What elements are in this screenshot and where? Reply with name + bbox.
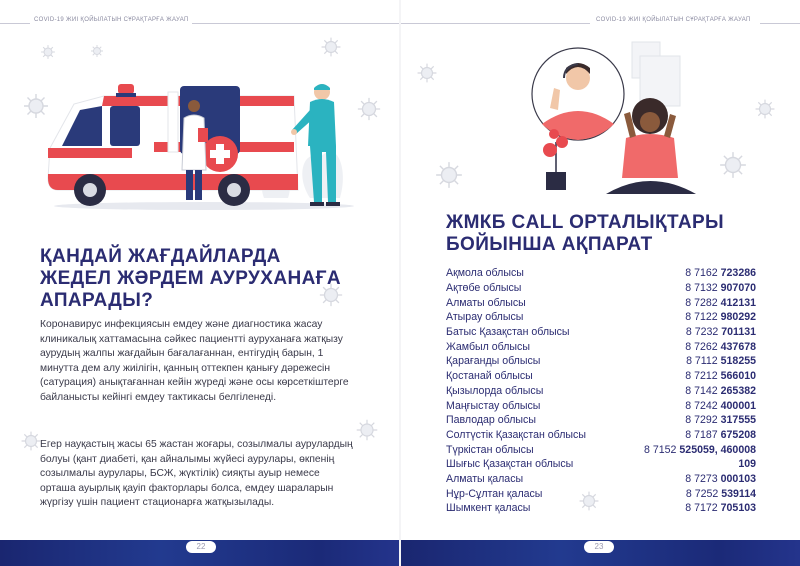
region-name: Маңғыстау облысы [446, 399, 541, 412]
phone-number [685, 414, 756, 426]
contact-row [446, 428, 756, 443]
phone-main: 109 [738, 458, 756, 471]
region-name: Шығыс Қазақстан облысы [446, 458, 574, 471]
virus-icon [90, 44, 104, 58]
region-name: Солтүстік Қазақстан облысы [446, 428, 586, 441]
header-rule [0, 23, 30, 24]
phone-number [685, 297, 756, 309]
phone-main: 566010 [720, 370, 756, 383]
contact-row [446, 384, 756, 399]
running-title: COVID-19 ЖИІ ҚОЙЫЛАТЫН СҰРАҚТАРҒА ЖАУАП [596, 17, 751, 23]
contact-row [446, 310, 756, 325]
header-rule [400, 23, 590, 24]
phone-main: 400001 [720, 399, 756, 412]
contact-row [446, 295, 756, 310]
region-name: Қостанай облысы [446, 370, 533, 383]
phone-main: 723286 [720, 267, 756, 280]
contact-row [446, 457, 756, 472]
contact-table [446, 266, 756, 516]
header-rule [760, 23, 800, 24]
region-name: Нұр-Сұлтан қаласы [446, 487, 543, 500]
contact-row [446, 369, 756, 384]
region-name: Түркістан облысы [446, 443, 534, 456]
virus-icon [20, 430, 42, 452]
region-name: Алматы облысы [446, 296, 526, 309]
phone-prefix: 8 7122 [685, 311, 721, 324]
phone-number [685, 282, 756, 294]
phone-main: 437678 [720, 340, 756, 353]
contact-row [446, 325, 756, 340]
contact-row [446, 354, 756, 369]
region-name: Павлодар облысы [446, 414, 536, 427]
phone-number [644, 444, 756, 456]
region-name: Қарағанды облысы [446, 355, 541, 368]
virus-icon [434, 160, 464, 190]
virus-icon [320, 36, 342, 58]
contact-row [446, 472, 756, 487]
phone-main: 412131 [720, 296, 756, 309]
phone-number [685, 429, 756, 441]
phone-prefix: 8 7172 [685, 502, 721, 515]
phone-prefix: 8 7212 [685, 370, 721, 383]
virus-icon [718, 150, 748, 180]
contact-row [446, 501, 756, 516]
phone-main: 000103 [720, 472, 756, 485]
header-rule [192, 23, 400, 24]
right-page [400, 0, 800, 566]
phone-prefix: 8 7252 [685, 487, 722, 500]
region-name: Қызылорда облысы [446, 384, 544, 397]
region-name: Ақтөбе облысы [446, 282, 522, 295]
phone-main: 705103 [720, 502, 756, 515]
page-number: 22 [186, 541, 216, 553]
contact-row [446, 442, 756, 457]
phone-number [685, 341, 756, 353]
phone-prefix: 8 7242 [685, 399, 721, 412]
contact-row [446, 486, 756, 501]
region-name: Алматы қаласы [446, 472, 524, 485]
region-name: Ақмола облысы [446, 267, 524, 280]
phone-number [686, 326, 756, 338]
paragraph: Егер науқастың жасы 65 жастан жоғары, созылмалы аурулардың болуы (қант диабеті, қан айналымы жүйесі аурулары, өкпенің созылмалы аурулары, БСЖ, жүктілік) сияқты ауыр немесе орташа ауырлық қауіп факторлары болса, емдеу шараларын жүргізу үшін пациент стационарға жатқызылады. [40, 439, 353, 509]
page-title [40, 246, 341, 312]
phone-number [686, 355, 756, 367]
phone-number [738, 458, 756, 470]
phone-main: 265382 [720, 384, 756, 397]
phone-main: 539114 [721, 487, 756, 500]
virus-icon [355, 418, 379, 442]
region-name: Жамбыл облысы [446, 340, 530, 353]
region-name: Батыс Қазақстан облысы [446, 326, 570, 339]
running-title: COVID-19 ЖИІ ҚОЙЫЛАТЫН СҰРАҚТАРҒА ЖАУАП [34, 17, 189, 23]
contact-row [446, 339, 756, 354]
phone-main: 525059, 460008 [679, 443, 756, 456]
phone-number [685, 385, 756, 397]
title-line: ЖЕДЕЛ ЖӘРДЕМ АУРУХАНАҒА [40, 268, 342, 289]
phone-main: 980292 [720, 311, 756, 324]
phone-prefix: 8 7262 [685, 340, 721, 353]
phone-main: 701131 [721, 326, 756, 339]
region-name: Атырау облысы [446, 311, 524, 324]
phone-number [685, 311, 756, 323]
potted-plant-illustration [543, 129, 568, 190]
phone-number [685, 502, 756, 514]
call-center-operator-illustration [532, 48, 624, 140]
virus-icon [416, 62, 438, 84]
title-line: АПАРАДЫ? [40, 290, 154, 311]
phone-number [685, 473, 756, 485]
phone-prefix: 8 7152 [644, 443, 680, 456]
title-line: ЖМКБ CALL ОРТАЛЫҚТАРЫ [446, 212, 725, 233]
phone-main: 675208 [720, 428, 756, 441]
phone-prefix: 8 7292 [685, 414, 721, 427]
title-line: ҚАНДАЙ ЖАҒДАЙЛАРДА [40, 246, 281, 267]
phone-prefix: 8 7282 [685, 296, 721, 309]
virus-icon [754, 98, 776, 120]
phone-prefix: 8 7187 [685, 428, 721, 441]
paragraph: Коронавирус инфекциясын емдеу және диагностика жасау клиникалық хаттамасына сәйкес пациентті ауруханаға жатқызу аурудың жалпы жағдайын бағалағаннан, ентігудің барын, 1 минутта дем алу жиілігін, қанның оттекпен қанығу дәрежесін (сатурация) анықтағаннан кейін жүреді және осы көрсеткіштерге байланысты кейінгі емдеу тактикасы белгіленеді. [40, 319, 349, 403]
phone-prefix: 8 7132 [685, 282, 721, 295]
phone-prefix: 8 7232 [685, 326, 722, 339]
phone-main: 518255 [720, 355, 756, 368]
phone-main: 907070 [720, 282, 756, 295]
phone-number [685, 267, 756, 279]
book-spine [399, 0, 401, 566]
section-title [446, 212, 724, 256]
phone-prefix: 8 7112 [686, 355, 721, 368]
title-line: БОЙЫНША АҚПАРАТ [446, 234, 653, 255]
contact-row [446, 413, 756, 428]
phone-prefix: 8 7273 [685, 472, 721, 485]
phone-main: 317555 [720, 414, 756, 427]
virus-icon [40, 44, 56, 60]
ambulance-illustration [44, 78, 360, 212]
page-number: 23 [584, 541, 614, 553]
phone-prefix: 8 7142 [685, 384, 721, 397]
contact-row [446, 266, 756, 281]
contact-row [446, 398, 756, 413]
phone-number [686, 488, 756, 500]
call-center-illustration [520, 38, 720, 198]
phone-number [685, 400, 756, 412]
phone-prefix: 8 7162 [685, 267, 721, 280]
contact-row [446, 281, 756, 296]
phone-number [685, 370, 756, 382]
region-name: Шымкент қаласы [446, 502, 531, 515]
